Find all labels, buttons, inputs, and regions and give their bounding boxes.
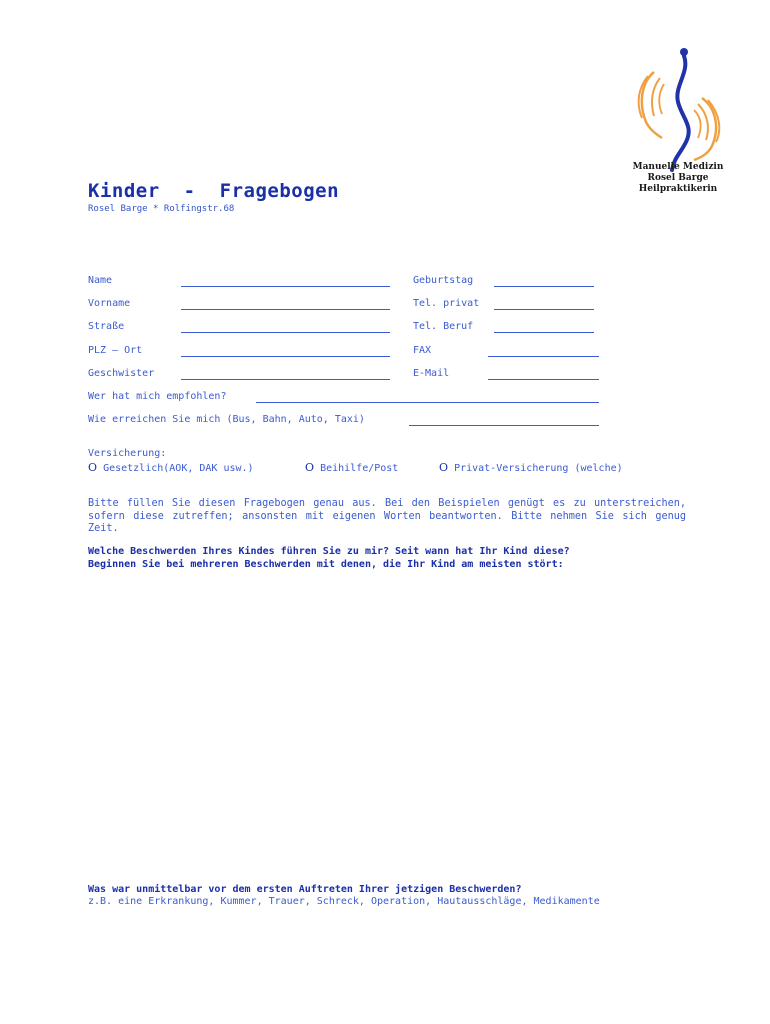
logo-line-1: Manuelle Medizin	[632, 162, 724, 172]
question-1-line-2: Beginnen Sie bei mehreren Beschwerden mit denen, die Ihr Kind am meisten stört:	[88, 559, 564, 570]
plz-ort-field[interactable]	[181, 345, 390, 357]
page-title	[88, 180, 339, 202]
label-strasse: Straße	[88, 321, 125, 332]
insurance-option-label: Privat-Versicherung (welche)	[454, 463, 623, 474]
label-name: Name	[88, 275, 113, 286]
question-1	[88, 545, 570, 571]
label-fax: FAX	[413, 345, 432, 356]
logo-line-3: Heilpraktikerin	[638, 184, 718, 194]
radio-circle-icon[interactable]: O	[305, 461, 315, 474]
insurance-option-gesetzlich[interactable]	[88, 461, 254, 474]
address-line: Rosel Barge * Rolfingstr.68	[88, 204, 235, 214]
email-field[interactable]	[488, 368, 599, 380]
question-2-title: Was war unmittelbar vor dem ersten Auftreten Ihrer jetzigen Beschwerden?	[88, 884, 522, 895]
label-empfohlen: Wer hat mich empfohlen?	[88, 391, 227, 402]
vorname-field[interactable]	[181, 298, 390, 310]
insurance-option-label: Gesetzlich(AOK, DAK usw.)	[103, 463, 254, 474]
strasse-field[interactable]	[181, 321, 390, 333]
insurance-option-privat[interactable]	[439, 461, 623, 474]
empfohlen-field[interactable]	[256, 391, 599, 403]
insurance-option-beihilfe[interactable]	[305, 461, 398, 474]
label-plz-ort: PLZ – Ort	[88, 345, 143, 356]
insurance-option-label: Beihilfe/Post	[320, 463, 399, 474]
title-left: Kinder	[88, 180, 160, 202]
tel-beruf-field[interactable]	[494, 321, 594, 333]
label-tel-privat: Tel. privat	[413, 298, 480, 309]
radio-circle-icon[interactable]: O	[439, 461, 449, 474]
label-erreichen: Wie erreichen Sie mich (Bus, Bahn, Auto, Taxi)	[88, 414, 365, 425]
label-vorname: Vorname	[88, 298, 131, 309]
instructions-text: Bitte füllen Sie diesen Fragebogen genau aus. Bei den Beispielen genügt es zu unterstreichen, sofern diese zutreffen; ansonsten mit eigenen Worten beantworten. Bitte nehmen Sie sich genug Zeit.	[88, 498, 686, 534]
erreichen-field[interactable]	[409, 414, 599, 426]
label-geschwister: Geschwister	[88, 368, 155, 379]
geburtstag-field[interactable]	[494, 275, 594, 287]
title-separator: -	[183, 180, 196, 202]
label-versicherung: Versicherung:	[88, 448, 167, 459]
fax-field[interactable]	[488, 345, 599, 357]
geschwister-field[interactable]	[181, 368, 390, 380]
logo-line-2: Rosel Barge	[647, 173, 709, 183]
label-tel-beruf: Tel. Beruf	[413, 321, 474, 332]
label-email: E-Mail	[413, 368, 450, 379]
name-field[interactable]	[181, 275, 390, 287]
question-2-hint: z.B. eine Erkrankung, Kummer, Trauer, Schreck, Operation, Hautausschläge, Medikamente	[88, 896, 600, 907]
tel-privat-field[interactable]	[494, 298, 594, 310]
question-1-line-1: Welche Beschwerden Ihres Kindes führen Sie zu mir? Seit wann hat Ihr Kind diese?	[88, 546, 570, 557]
logo-text	[610, 162, 746, 195]
radio-circle-icon[interactable]: O	[88, 461, 98, 474]
label-geburtstag: Geburtstag	[413, 275, 474, 286]
title-right: Fragebogen	[219, 180, 340, 202]
